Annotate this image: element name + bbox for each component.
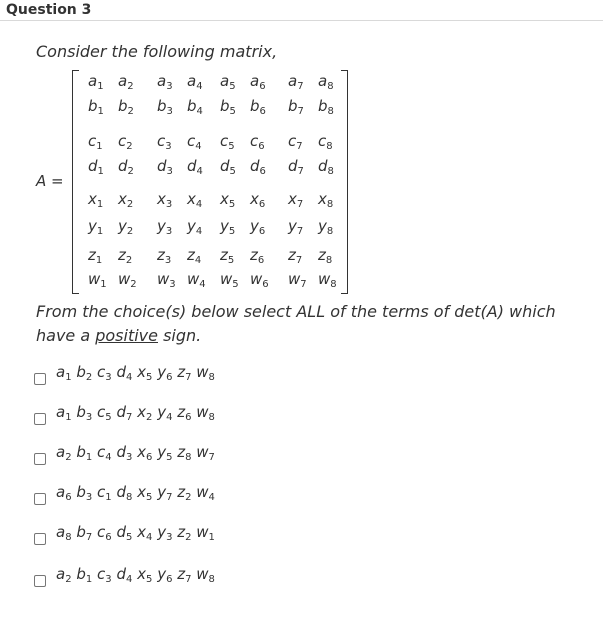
matrix-entry-z1: $z_1$: [88, 246, 103, 266]
choice-checkbox-3[interactable]: [34, 453, 46, 465]
matrix-entry-w6: $w_6$: [250, 270, 269, 290]
matrix-entry-x2: $x_2$: [118, 190, 134, 210]
choice-term-5: $a_8$ $b_7$ $c_6$ $d_5$ $x_4$ $y_3$ $z_2$ $w_1$: [56, 523, 215, 543]
matrix-entry-b8: $b_8$: [318, 97, 334, 117]
choice-term-2: $a_1$ $b_3$ $c_5$ $d_7$ $x_2$ $y_4$ $z_6$ $w_8$: [56, 403, 215, 423]
choice-term-4: $a_6$ $b_3$ $c_1$ $d_8$ $x_5$ $y_7$ $z_2$ $w_4$: [56, 483, 215, 503]
matrix-entry-c4: $c_4$: [187, 132, 202, 152]
choice-option-5[interactable]: [34, 520, 215, 544]
choice-checkbox-1[interactable]: [34, 373, 46, 385]
positive-word: positive: [95, 326, 158, 345]
question-text: [36, 300, 556, 348]
matrix-entry-x6: $x_6$: [250, 190, 266, 210]
matrix-entry-c8: $c_8$: [318, 132, 333, 152]
matrix-entry-b5: $b_5$: [220, 97, 236, 117]
matrix-label: A =: [36, 172, 64, 190]
matrix-entry-c6: $c_6$: [250, 132, 265, 152]
choice-checkbox-4[interactable]: [34, 493, 46, 505]
matrix-entry-y8: $y_8$: [318, 217, 334, 237]
matrix-entry-y2: $y_2$: [118, 217, 134, 237]
matrix-entry-w1: $w_1$: [88, 270, 107, 290]
matrix-entry-c2: $c_2$: [118, 132, 133, 152]
matrix-entry-y1: $y_1$: [88, 217, 104, 237]
matrix-entry-x7: $x_7$: [288, 190, 304, 210]
matrix-entry-c5: $c_5$: [220, 132, 235, 152]
matrix-entry-a3: $a_3$: [157, 72, 173, 92]
matrix-entry-y3: $y_3$: [157, 217, 173, 237]
choice-term-3: $a_2$ $b_1$ $c_4$ $d_3$ $x_6$ $y_5$ $z_8$ $w_7$: [56, 443, 215, 463]
question-part2: sign.: [158, 326, 202, 345]
title-divider: [0, 20, 603, 21]
matrix-entry-a7: $a_7$: [288, 72, 304, 92]
matrix-entry-c7: $c_7$: [288, 132, 303, 152]
matrix-entry-x5: $x_5$: [220, 190, 236, 210]
matrix-right-bracket: [341, 70, 348, 294]
choice-option-2[interactable]: [34, 400, 215, 424]
matrix-entry-a4: $a_4$: [187, 72, 203, 92]
matrix-entry-z6: $z_6$: [250, 246, 265, 266]
choice-option-1[interactable]: [34, 360, 215, 384]
matrix-entry-d4: $d_4$: [187, 157, 203, 177]
matrix-left-bracket: [72, 70, 79, 294]
matrix-entry-d2: $d_2$: [118, 157, 134, 177]
matrix-entry-z7: $z_7$: [288, 246, 303, 266]
matrix-entry-d3: $d_3$: [157, 157, 173, 177]
choice-option-3[interactable]: [34, 440, 215, 464]
matrix-entry-d1: $d_1$: [88, 157, 104, 177]
matrix-entry-a5: $a_5$: [220, 72, 236, 92]
matrix-entry-d5: $d_5$: [220, 157, 236, 177]
matrix-entry-w5: $w_5$: [220, 270, 239, 290]
matrix-entry-b4: $b_4$: [187, 97, 203, 117]
matrix-entry-x4: $x_4$: [187, 190, 203, 210]
matrix-entry-z2: $z_2$: [118, 246, 133, 266]
matrix-entry-z3: $z_3$: [157, 246, 172, 266]
matrix-entry-b7: $b_7$: [288, 97, 304, 117]
choice-option-6[interactable]: [34, 562, 215, 586]
matrix-entry-x1: $x_1$: [88, 190, 104, 210]
choice-term-6: $a_2$ $b_1$ $c_3$ $d_4$ $x_5$ $y_6$ $z_7$ $w_8$: [56, 565, 215, 585]
matrix-entry-b3: $b_3$: [157, 97, 173, 117]
matrix-entry-a8: $a_8$: [318, 72, 334, 92]
question-title: Question 3: [6, 2, 92, 18]
matrix-entry-d8: $d_8$: [318, 157, 334, 177]
choice-checkbox-5[interactable]: [34, 533, 46, 545]
matrix-entry-a6: $a_6$: [250, 72, 266, 92]
matrix-entry-y4: $y_4$: [187, 217, 203, 237]
matrix-entry-b2: $b_2$: [118, 97, 134, 117]
choice-checkbox-2[interactable]: [34, 413, 46, 425]
matrix-entry-y6: $y_6$: [250, 217, 266, 237]
matrix-entry-z4: $z_4$: [187, 246, 202, 266]
matrix-entry-d6: $d_6$: [250, 157, 266, 177]
choice-term-1: $a_1$ $b_2$ $c_3$ $d_4$ $x_5$ $y_6$ $z_7$ $w_8$: [56, 363, 215, 383]
choice-checkbox-6[interactable]: [34, 575, 46, 587]
matrix-entry-c1: $c_1$: [88, 132, 103, 152]
matrix-entry-w3: $w_3$: [157, 270, 176, 290]
matrix-entry-x3: $x_3$: [157, 190, 173, 210]
matrix-entry-d7: $d_7$: [288, 157, 304, 177]
matrix-entry-z5: $z_5$: [220, 246, 235, 266]
matrix-entry-w7: $w_7$: [288, 270, 307, 290]
matrix-entry-a1: $a_1$: [88, 72, 104, 92]
matrix-entry-c3: $c_3$: [157, 132, 172, 152]
matrix-entry-y5: $y_5$: [220, 217, 236, 237]
matrix-entry-a2: $a_2$: [118, 72, 134, 92]
question-part1: From the choice(s) below select ALL of the terms of det(A) which have a: [36, 302, 556, 345]
matrix-entry-w2: $w_2$: [118, 270, 137, 290]
matrix-entry-y7: $y_7$: [288, 217, 304, 237]
matrix-entry-z8: $z_8$: [318, 246, 333, 266]
matrix-entry-b6: $b_6$: [250, 97, 266, 117]
choice-option-4[interactable]: [34, 480, 215, 504]
matrix-entry-b1: $b_1$: [88, 97, 104, 117]
matrix-entry-w8: $w_8$: [318, 270, 337, 290]
intro-text: Consider the following matrix,: [36, 42, 278, 61]
matrix-entry-x8: $x_8$: [318, 190, 334, 210]
matrix-entry-w4: $w_4$: [187, 270, 206, 290]
